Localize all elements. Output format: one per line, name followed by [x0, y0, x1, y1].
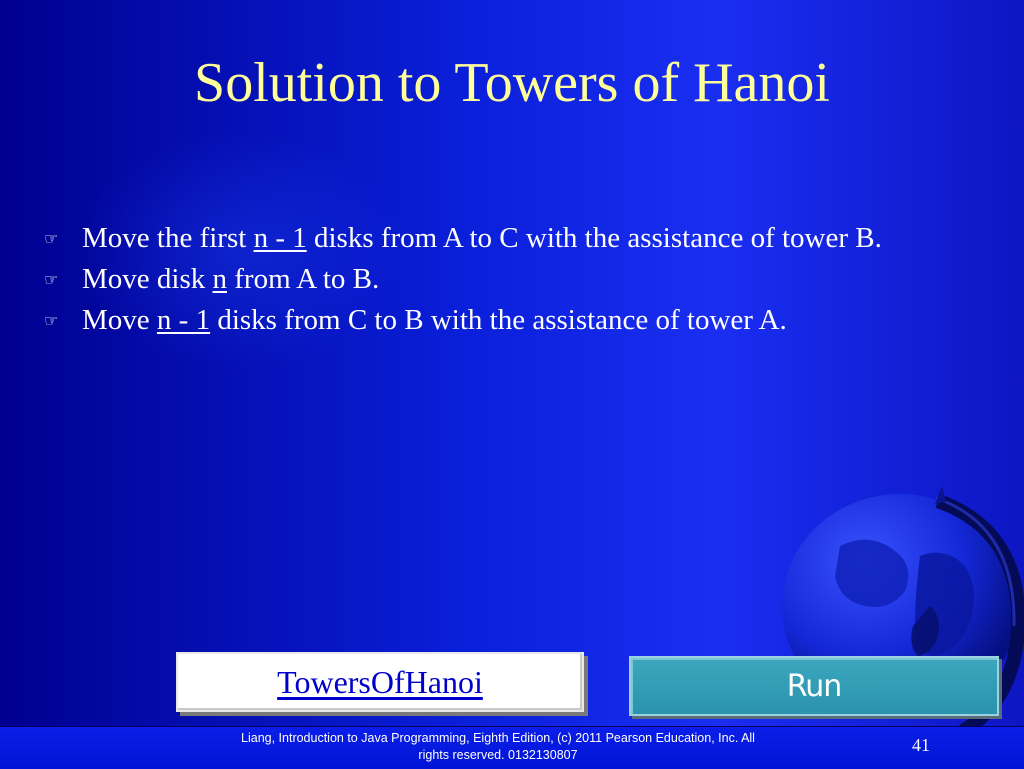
slide-title: Solution to Towers of Hanoi [194, 52, 830, 114]
footer-bar [0, 726, 1024, 769]
run-button[interactable] [629, 656, 999, 716]
pointing-hand-icon: ☞ [44, 270, 59, 289]
bullet-list [44, 222, 994, 345]
run-label: Run [786, 668, 842, 704]
bullet-underlined-term: n - 1 [253, 222, 307, 254]
towers-of-hanoi-link-button[interactable] [176, 652, 584, 712]
copyright-line-1: Liang, Introduction to Java Programming, Eighth Edition, (c) 2011 Pearson Education, Inc. All [241, 731, 755, 745]
bullet-item [44, 222, 994, 255]
bullet-text-before: Move [82, 304, 157, 336]
copyright-line-2: rights reserved. 0132130807 [418, 748, 578, 762]
copyright-text [198, 730, 798, 764]
pointing-hand-icon: ☞ [44, 311, 59, 330]
bullet-text-after: from A to B. [227, 263, 380, 295]
link-label: TowersOfHanoi [277, 663, 483, 700]
bullet-item [44, 263, 994, 296]
bullet-text-before: Move disk [82, 263, 213, 295]
bullet-item [44, 304, 994, 337]
bullet-underlined-term: n [212, 263, 227, 295]
bullet-text-before: Move the first [82, 222, 254, 254]
bullet-text-after: disks from A to C with the assistance of tower B. [306, 222, 882, 254]
pointing-hand-icon: ☞ [44, 229, 59, 248]
bullet-underlined-term: n - 1 [156, 304, 211, 336]
page-number: 41 [912, 735, 930, 755]
bullet-text-after: disks from C to B with the assistance of tower A. [210, 304, 787, 336]
